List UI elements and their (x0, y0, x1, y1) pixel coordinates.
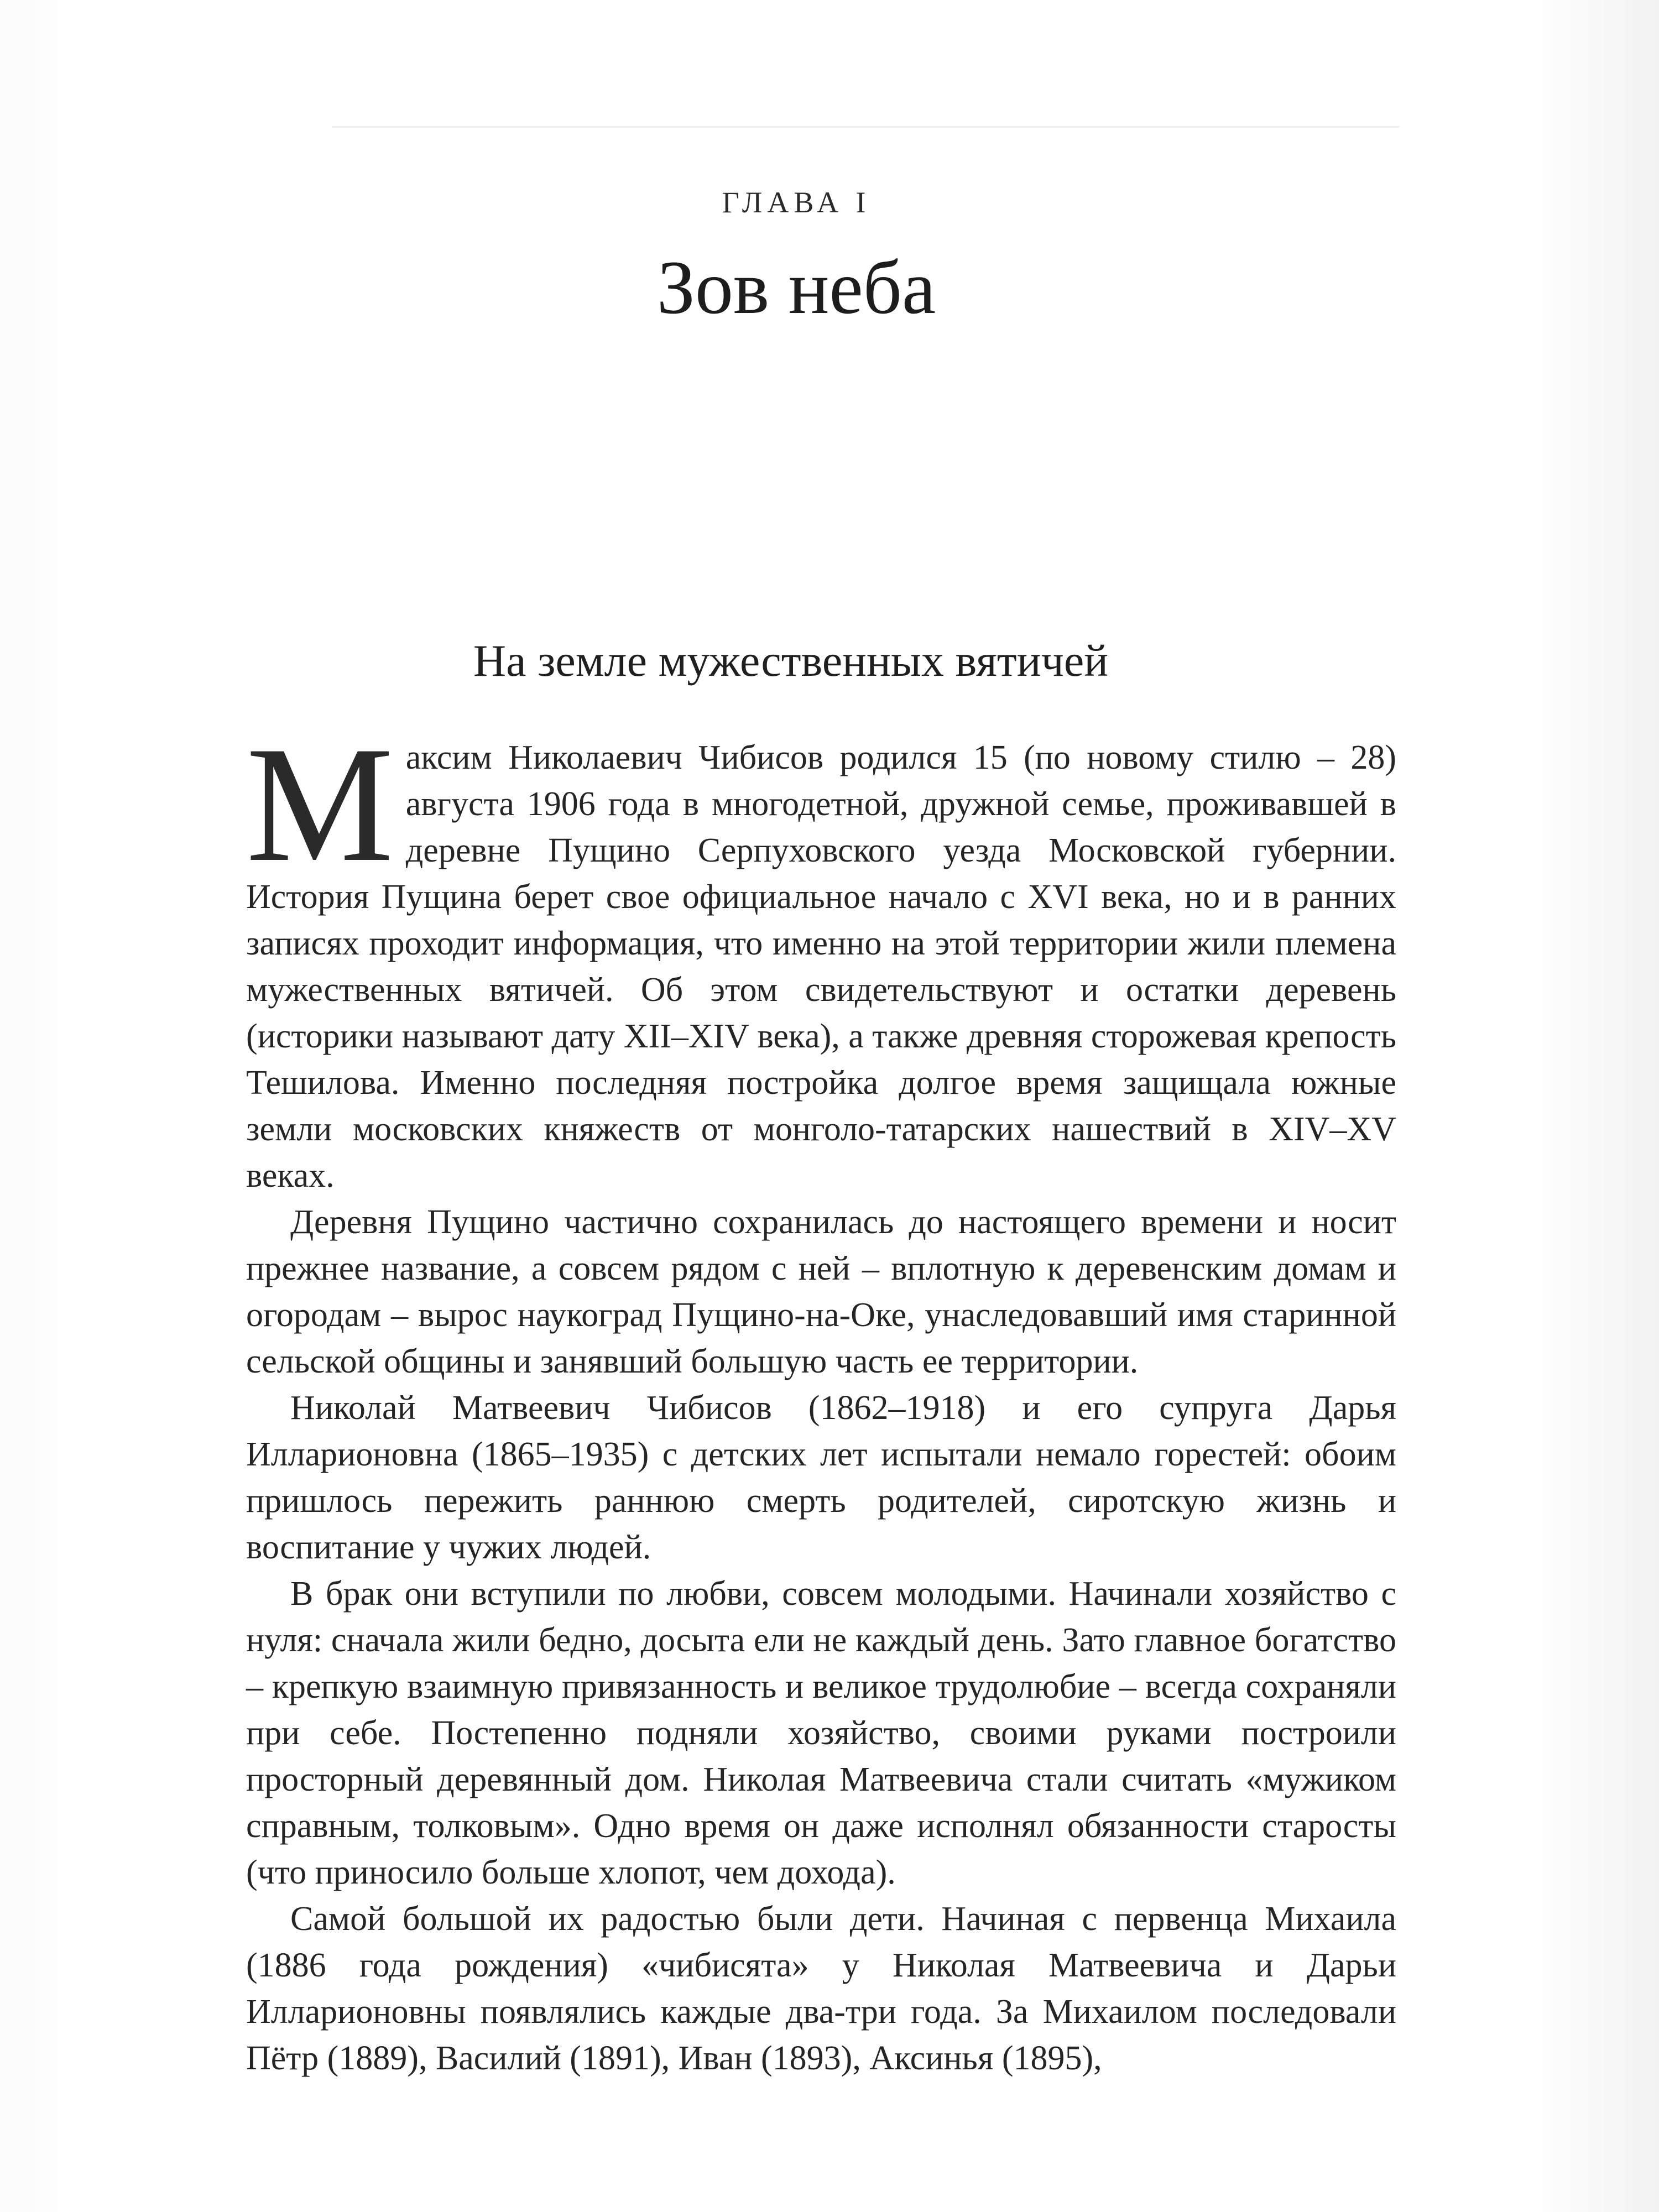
paragraph-1-text: аксим Николаевич Чибисов родился 15 (по новому стилю – 28) августа 1906 года в многодетной, дружной семье, проживавшей в деревне Пущино Серпуховского уезда Московской губернии. История Пущина берет свое официальное начало с XVI века, но и в ранних записях проходит информация, что именно на этой территории жили племена мужественных вятичей. Об этом свидетельствуют и остатки деревень (историки называют дату XII–XIV века), а также древняя сторожевая крепость Тешилова. Именно последняя постройка долгое время защищала южные земли московских княжеств от монголо-татарских нашествий в XIV–XV веках. (246, 739, 1396, 1194)
drop-cap: М (246, 712, 394, 896)
header-rule (332, 126, 1399, 128)
chapter-title: Зов неба (656, 245, 936, 330)
paragraph-1 (246, 712, 1396, 1199)
paragraph-4: В брак они вступили по любви, совсем молодыми. Начинали хозяйство с нуля: сначала жили бедно, досыта ели не каждый день. Зато главное богатство – крепкую взаимную привязанность и великое трудолюбие – всегда сохраняли при себе. Постепенно подняли хозяйство, своими руками построили просторный деревянный дом. Николая Матвеевича стали считать «мужиком справным, толковым». Одно время он даже исполнял обязанности старосты (что приносило больше хлопот, чем дохода). (246, 1575, 1396, 1891)
paragraph-3: Николай Матвеевич Чибисов (1862–1918) и его супруга Дарья Илларионовна (1865–1935) с детских лет испытали немало горестей: обоим пришлось пережить раннюю смерть родителей, сиротскую жизнь и воспитание у чужих людей. (246, 1389, 1396, 1566)
section-title: На земле мужественных вятичей (473, 635, 1109, 686)
chapter-label: ГЛАВА I (722, 186, 871, 219)
paragraph-2: Деревня Пущино частично сохранилась до настоящего времени и носит прежнее название, а совсем рядом с ней – вплотную к деревенским домам и огородам – вырос наукоград Пущино-на-Оке, унаследовавший имя старинной сельской общины и занявший большую часть ее территории. (246, 1203, 1396, 1380)
body-text (246, 712, 1396, 2081)
paragraph-5: Самой большой их радостью были дети. Начиная с первенца Михаила (1886 года рождения) «чибисята» у Николая Матвеевича и Дарьи Илларионовны появлялись каждые два-три года. За Михаилом последовали Пётр (1889), Василий (1891), Иван (1893), Аксинья (1895), (246, 1900, 1396, 2077)
